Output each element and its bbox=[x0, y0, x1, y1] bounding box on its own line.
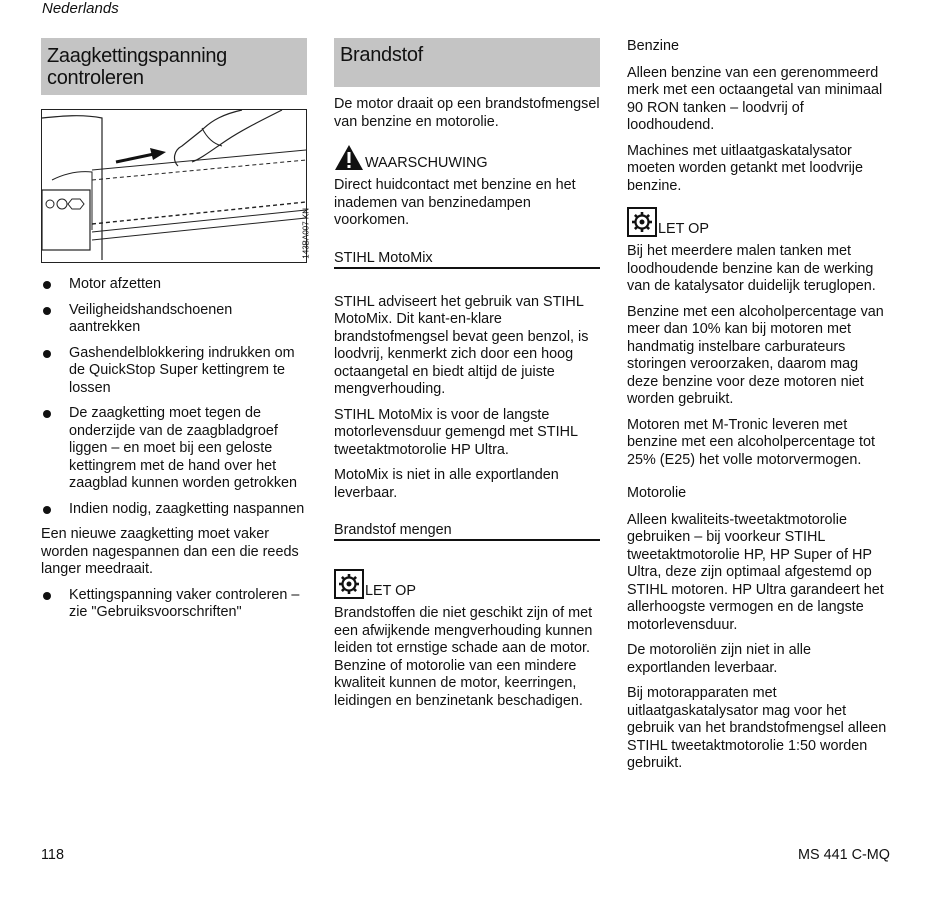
section-title-fuel: Brandstof bbox=[334, 38, 600, 87]
gear-icon bbox=[627, 207, 657, 237]
warning-text: Direct huidcontact met benzine en het inademen van benzinedampen voorkomen. bbox=[334, 177, 576, 228]
caution-label: LET OP bbox=[365, 583, 416, 599]
section-title-chain-tension: Zaagkettingspanning controleren bbox=[41, 38, 307, 95]
motomix-paragraph-1: STIHL adviseert het gebruik van STIHL MotoMix. Dit kant-en-klare brandstofmengsel bevat geen benzol, is loodvrij, kenmerkt zich door een hoog octaangetal en biedt altijd de juiste mengverhouding. bbox=[334, 293, 589, 397]
new-chain-paragraph: Een nieuwe zaagketting moet vaker worden nagespannen dan een die reeds langer meedraait. bbox=[41, 526, 299, 577]
list-item: Motor afzetten bbox=[41, 276, 307, 294]
caution-notice bbox=[334, 569, 600, 599]
column-petrol-oil bbox=[627, 38, 893, 781]
oil-heading: Motorolie bbox=[627, 485, 687, 501]
oil-paragraph-1: Alleen kwaliteits-tweetaktmotorolie gebruiken – bij voorkeur STIHL tweetaktmotorolie HP, HP Super of HP Ultra, deze zijn optimaal afgestemd op STIHL motoren. HP Ultra garandeert het allerhoogste vermogen en de langste motorlevensduur. bbox=[627, 511, 884, 633]
petrol-paragraph-4: Motoren met M-Tronic leveren met benzine met een alcoholpercentage tot 25% (E25) het volle motorvermogen. bbox=[627, 416, 876, 468]
petrol-paragraph-1: Alleen benzine van een gerenommeerd merk met een octaangetal van minimaal 90 RON tanken – loodvrij of loodhoudend. bbox=[627, 64, 883, 133]
caution-text: Brandstoffen die niet geschikt zijn of met een afwijkende mengverhouding kunnen leiden tot ernstige schade aan de motor. Benzine of motorolie van een mindere kwaliteit kunnen de motor, keerringen, leidingen en benzinetank beschadigen. bbox=[334, 605, 593, 709]
model-label: MS 441 C-MQ bbox=[798, 847, 890, 863]
chain-tension-figure bbox=[41, 109, 311, 263]
chain-tension-illustration bbox=[42, 110, 306, 262]
list-item: Indien nodig, zaagketting naspannen bbox=[41, 501, 307, 519]
motomix-heading: STIHL MotoMix bbox=[334, 250, 600, 269]
motomix-paragraph-3: MotoMix is niet in alle exportlanden leverbaar. bbox=[334, 467, 559, 501]
figure-code: 143BA007 KN bbox=[302, 208, 311, 259]
fuel-intro: De motor draait op een brandstofmengsel van benzine en motorolie. bbox=[334, 96, 600, 130]
list-item: Kettingspanning vaker controleren – zie "Gebruiksvoorschriften" bbox=[41, 587, 307, 622]
list-item: Veiligheidshandschoenen aantrekken bbox=[41, 302, 307, 337]
petrol-paragraph-2: Machines met uitlaatgaskatalysator moeten worden getankt met loodvrije benzine. bbox=[627, 142, 863, 194]
caution-label: LET OP bbox=[658, 221, 709, 237]
list-item: Gashendelblokkering indrukken om de QuickStop Super kettingrem te lossen bbox=[41, 345, 307, 398]
warning-notice bbox=[334, 144, 600, 171]
warning-label: WAARSCHUWING bbox=[365, 155, 488, 171]
oil-paragraph-3: Bij motorapparaten met uitlaatgaskatalysator mag voor het gebruik van het brandstofmengsel alleen STIHL tweetaktmotorolie 1:50 worden gebruikt. bbox=[627, 685, 887, 771]
column-chain-tension bbox=[41, 38, 311, 630]
oil-paragraph-2: De motoroliën zijn niet in alle exportlanden leverbaar. bbox=[627, 642, 811, 676]
warning-triangle-icon bbox=[334, 144, 364, 171]
chain-check-list bbox=[41, 587, 307, 622]
motomix-paragraph-2: STIHL MotoMix is voor de langste motorlevensduur gemengd met STIHL tweetaktmotorolie HP Ultra. bbox=[334, 406, 578, 458]
petrol-heading: Benzine bbox=[627, 38, 680, 54]
chain-steps-list bbox=[41, 276, 307, 518]
petrol-paragraph-3: Benzine met een alcoholpercentage van meer dan 10% kan bij motoren met handmatig instelbare carburateurs storingen veroorzaken, daarom mag deze benzine voor deze motoren niet worden gebruikt. bbox=[627, 303, 884, 407]
gear-icon bbox=[334, 569, 364, 599]
page-number: 118 bbox=[41, 847, 64, 863]
caution-text: Bij het meerdere malen tanken met loodhoudende benzine kan de werking van de katalysator duidelijk teruglopen. bbox=[627, 243, 876, 294]
caution-notice bbox=[627, 207, 893, 237]
mix-heading: Brandstof mengen bbox=[334, 522, 600, 541]
column-fuel bbox=[334, 38, 600, 718]
list-item: De zaagketting moet tegen de onderzijde van de zaagbladgroef liggen – en moet bij een geloste kettingrem met de hand over het zaagblad kunnen worden getrokken bbox=[41, 405, 307, 493]
language-label: Nederlands bbox=[42, 0, 119, 17]
